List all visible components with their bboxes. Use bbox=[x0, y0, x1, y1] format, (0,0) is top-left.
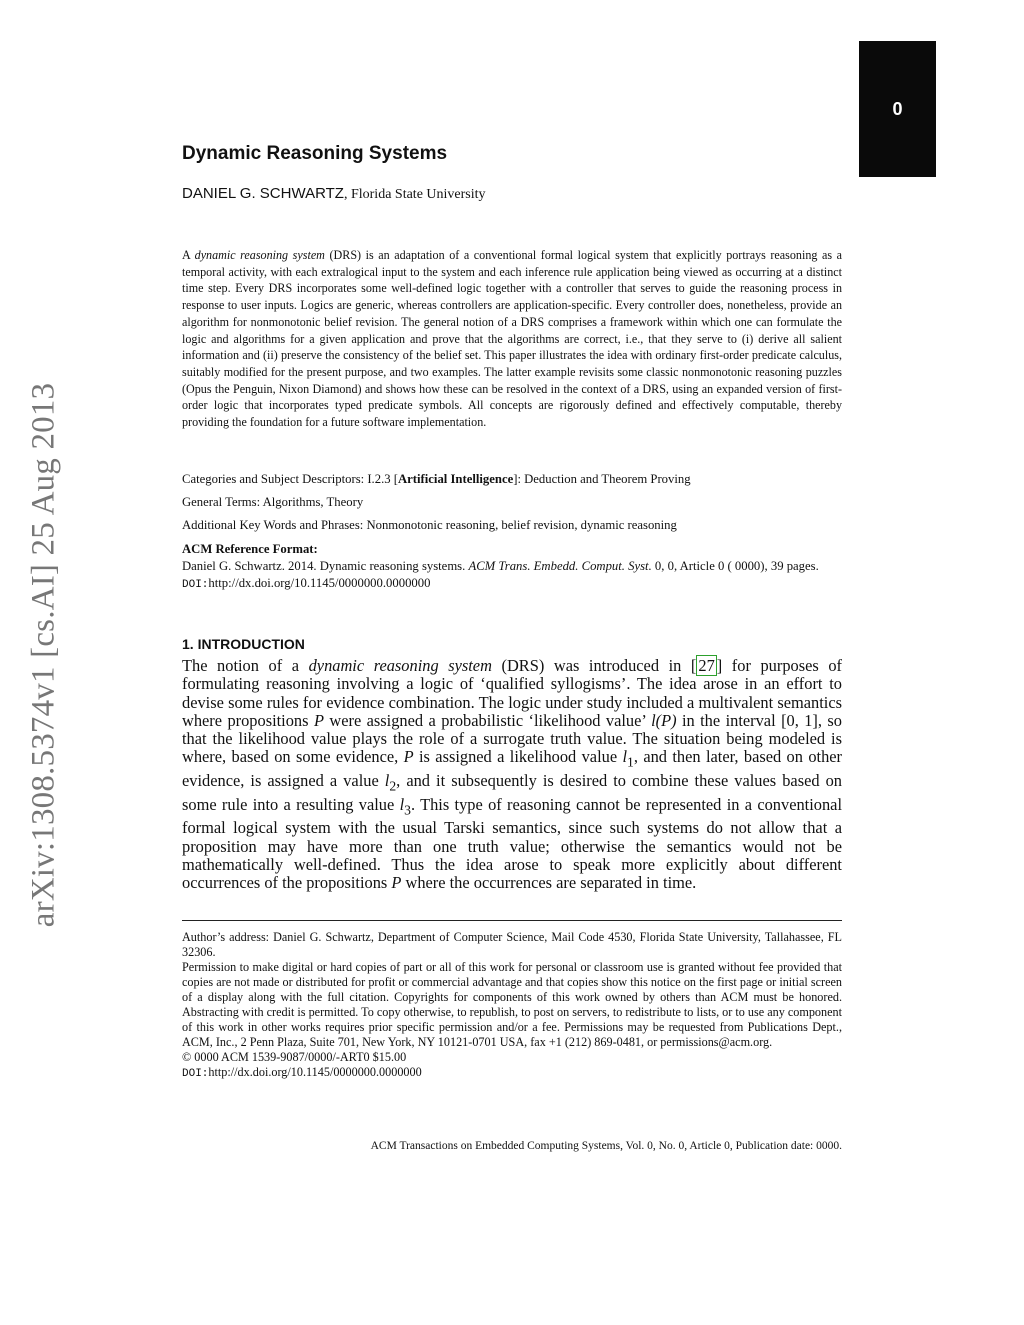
intro-text: (DRS) was introduced in [ bbox=[491, 656, 697, 675]
intro-text: ] for purposes of formulating reasoning involving a logic of ‘qualified syllogisms’. The idea arose in an effort to devise some rules for evidence combination. The logic under study included a multivalent semantics where propositions bbox=[182, 656, 842, 730]
categories-suffix: ]: Deduction and Theorem Proving bbox=[513, 472, 691, 486]
math-symbol: l(P) bbox=[651, 710, 677, 730]
permission-notice: Permission to make digital or hard copies of part or all of this work for personal or classroom use is granted without fee provided that copies are not made or distributed for profit or commercial advantage and that copies show this notice on the first page or initial screen of a display along with the full citation. Copyrights for components of this work owned by others than ACM must be honored. Abstracting with credit is permitted. To copy otherwise, to republish, to post on servers, to redistribute to lists, or to use any component of this work in other works requires prior specific permission and/or a fee. Permissions may be requested from Publications Dept., ACM, Inc., 2 Penn Plaza, Suite 701, New York, NY 10121-0701 USA, fax +1 (212) 869-0481, or permissions@acm.org. bbox=[182, 960, 842, 1049]
paper-title: Dynamic Reasoning Systems bbox=[182, 143, 448, 164]
abstract-text: (DRS) is an adaptation of a conventional formal logical system that explicitly portrays reasoning as a temporal activity, with each extralogical input to the system and each inference rule application being viewed as occurring at a distinct time step. Every DRS incorporates some well-defined logic together with a controller that serves to guide the reasoning process in response to user inputs. Logics are generic, whereas controllers are application-specific. Every controller does, nonetheless, provide an algorithm for nonmonotonic belief revision. The general notion of a DRS comprises a framework within which one can formulate the logic and algorithms for a given application and prove that the algorithms are correct, i.e., that they serve to (i) derive all salient information and (ii) preserve the consistency of the belief set. This paper illustrates the idea with ordinary first-order predicate calculus, suitably modified for the present purpose, and two examples. The latter example revisits some classic nonmonotonic reasoning puzzles (Opus the Penguin, Nixon Diamond) and shows how these can be resolved in the context of a DRS, using an expanded version of first-order logic that incorporates typed predicate symbols. All concepts are rigorously defined and effectively computable, thereby providing the foundation for a future software implementation. bbox=[182, 248, 842, 430]
math-symbol: P bbox=[313, 710, 324, 730]
citation-link[interactable]: 27 bbox=[698, 656, 715, 675]
intro-text: where the occurrences are separated in time. bbox=[401, 873, 697, 893]
math-symbol: P bbox=[391, 873, 402, 893]
intro-term: dynamic reasoning system bbox=[308, 656, 492, 675]
running-footer: ACM Transactions on Embedded Computing Systems, Vol. 0, No. 0, Article 0, Publication date: 0000. bbox=[370, 1140, 842, 1152]
acm-details: 0, 0, Article 0 ( 0000), 39 pages. bbox=[651, 559, 819, 573]
introduction-body bbox=[182, 657, 842, 892]
categories-line bbox=[182, 471, 842, 488]
author-line bbox=[182, 185, 842, 203]
math-symbol: l bbox=[399, 794, 405, 814]
footnotes bbox=[182, 930, 842, 1082]
article-number-tab bbox=[859, 41, 936, 177]
intro-text: is assigned a likelihood value bbox=[413, 747, 623, 767]
intro-text: were assigned a probabilistic ‘likelihood value’ bbox=[323, 710, 652, 730]
math-subscript: 3 bbox=[404, 801, 411, 817]
intro-text: in the interval bbox=[676, 710, 782, 730]
acm-citation-text: Daniel G. Schwartz. 2014. Dynamic reasoning systems. bbox=[182, 559, 469, 573]
categories-bold: Artificial Intelligence bbox=[398, 472, 514, 486]
copyright-line: © 0000 ACM 1539-9087/0000/-ART0 $15.00 bbox=[182, 1050, 407, 1064]
acm-citation bbox=[182, 558, 842, 575]
abstract-intro: A bbox=[182, 248, 195, 262]
article-number: 0 bbox=[892, 98, 903, 119]
acm-reference bbox=[182, 541, 842, 594]
general-terms-text: General Terms: Algorithms, Theory bbox=[182, 495, 364, 509]
acm-reference-heading: ACM Reference Format: bbox=[182, 542, 318, 556]
author-name: DANIEL G. SCHWARTZ bbox=[182, 185, 344, 202]
author-address: Author’s address: Daniel G. Schwartz, Department of Computer Science, Mail Code 4530, Florida State University, Tallahassee, FL 32306. bbox=[182, 930, 842, 959]
doi-link[interactable]: http://dx.doi.org/10.1145/0000000.0000000 bbox=[208, 576, 431, 590]
section-heading: 1. INTRODUCTION bbox=[182, 636, 305, 652]
intro-paragraph bbox=[182, 657, 842, 892]
doi-link[interactable]: http://dx.doi.org/10.1145/0000000.0000000 bbox=[208, 1065, 422, 1079]
math-symbol: l bbox=[622, 747, 628, 767]
categories-prefix: Categories and Subject Descriptors: I.2.3 [ bbox=[182, 472, 398, 486]
math-symbol: l bbox=[384, 771, 390, 791]
general-terms bbox=[182, 494, 842, 511]
abstract-paragraph bbox=[182, 247, 842, 431]
keywords-text: Additional Key Words and Phrases: Nonmonotonic reasoning, belief revision, dynamic reasoning bbox=[182, 518, 677, 532]
doi-label: DOI: bbox=[182, 1068, 209, 1080]
doi-label: DOI: bbox=[182, 579, 209, 591]
intro-text: The notion of a bbox=[182, 656, 309, 675]
math-symbol: P bbox=[403, 747, 414, 767]
author-affiliation: , Florida State University bbox=[343, 187, 486, 202]
math-subscript: 1 bbox=[627, 754, 634, 770]
abstract bbox=[182, 247, 842, 431]
arxiv-identifier: arXiv:1308.5374v1 [cs.AI] 25 Aug 2013 bbox=[25, 382, 62, 928]
footnote-rule bbox=[182, 920, 842, 921]
intro-text: . This type of reasoning cannot be represented in a conventional formal logical system with the usual Tarski semantics, since such systems do not allow that a proposition may have more than one truth value; otherwise the semantics would not be mathematically well-defined. Thus the idea arose to speak more explicitly about different occurrences of the propositions bbox=[182, 794, 842, 893]
acm-journal: ACM Trans. Embedd. Comput. Syst. bbox=[468, 559, 652, 573]
footnote-doi bbox=[182, 1065, 842, 1082]
intro-text: , and then later, based on other evidence, is assigned a value bbox=[182, 747, 842, 791]
abstract-term: dynamic reasoning system bbox=[194, 248, 325, 262]
math-subscript: 2 bbox=[389, 778, 397, 794]
intro-text: , so that the likelihood value plays the role of a surrogate truth value. The situation being modeled is where, based on some evidence, bbox=[182, 710, 842, 767]
math-symbol: [0, 1] bbox=[781, 710, 818, 730]
intro-text: , and it subsequently is desired to combine these values based on some rule into a resulting value bbox=[182, 771, 842, 814]
acm-doi bbox=[182, 575, 842, 594]
keywords bbox=[182, 517, 842, 534]
